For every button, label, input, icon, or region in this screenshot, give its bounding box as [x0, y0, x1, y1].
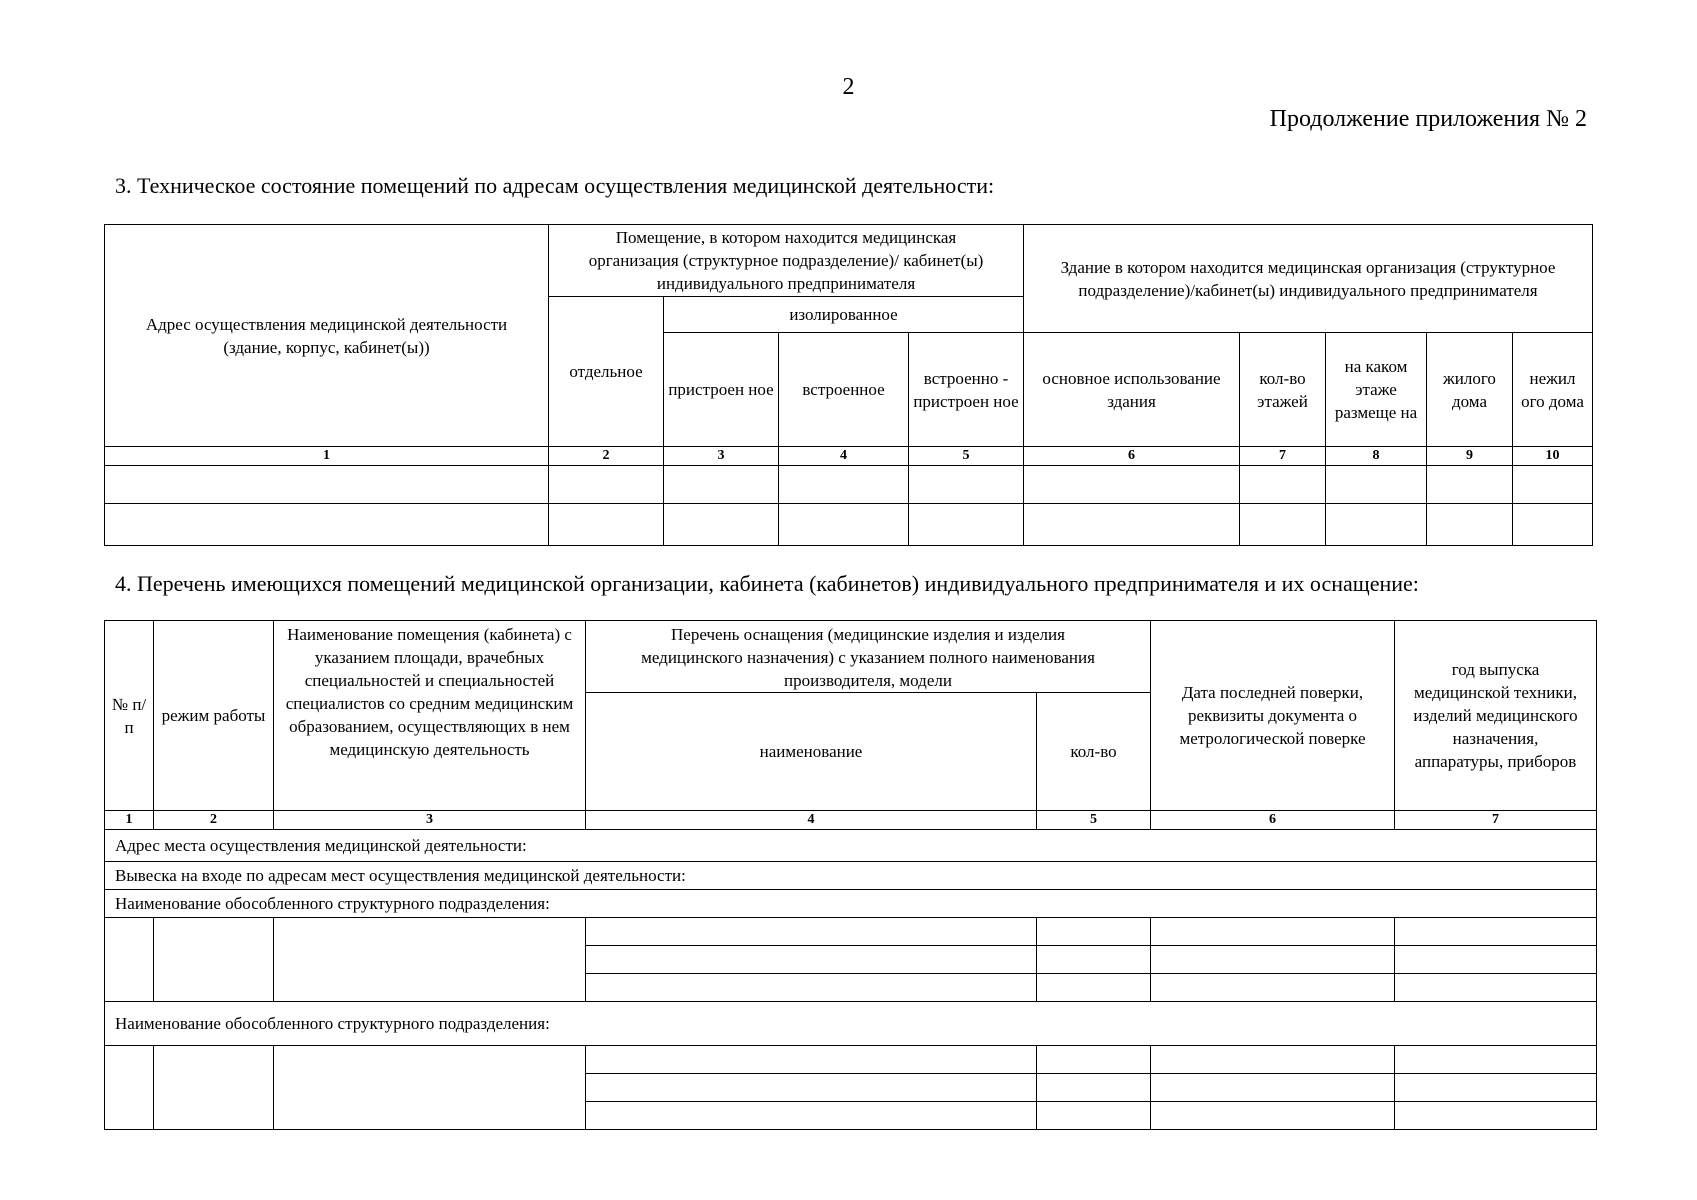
column-number: 5	[1037, 811, 1151, 830]
empty-cell[interactable]	[1151, 918, 1395, 946]
column-number: 8	[1326, 447, 1427, 466]
header-main-use: основное использование здания	[1024, 333, 1240, 447]
sign-row: Вывеска на входе по адресам мест осуществления медицинской деятельности:	[105, 862, 1597, 890]
empty-cell[interactable]	[1024, 466, 1240, 504]
equipment-table	[104, 620, 1597, 1130]
column-number: 7	[1395, 811, 1597, 830]
empty-cell[interactable]	[154, 918, 274, 1002]
header-floors: кол-во этажей	[1240, 333, 1326, 447]
empty-cell[interactable]	[1037, 918, 1151, 946]
technical-condition-table	[104, 224, 1593, 546]
empty-cell[interactable]	[909, 466, 1024, 504]
header-attached: пристроен ное	[664, 333, 779, 447]
column-number: 7	[1240, 447, 1326, 466]
empty-cell[interactable]	[1395, 946, 1597, 974]
header-isolated: изолированное	[664, 297, 1024, 333]
section-4-title: 4. Перечень имеющихся помещений медицинской организации, кабинета (кабинетов) индивидуального предпринимателя и их оснащение:	[115, 571, 1419, 596]
empty-cell[interactable]	[1395, 974, 1597, 1002]
empty-cell[interactable]	[586, 1102, 1037, 1130]
empty-cell[interactable]	[1151, 1046, 1395, 1074]
empty-cell[interactable]	[586, 1046, 1037, 1074]
header-num: № п/п	[105, 621, 154, 811]
empty-cell[interactable]	[1395, 918, 1597, 946]
empty-cell[interactable]	[1326, 504, 1427, 546]
column-number: 2	[549, 447, 664, 466]
empty-cell[interactable]	[586, 946, 1037, 974]
empty-cell[interactable]	[586, 918, 1037, 946]
empty-cell[interactable]	[1513, 504, 1593, 546]
header-equipment-name: наименование	[586, 693, 1037, 811]
header-premises-group: Помещение, в котором находится медицинская организация (структурное подразделение)/ кабинет(ы) индивидуального предпринимателя	[549, 225, 1024, 297]
header-floor-located: на каком этаже размеще на	[1326, 333, 1427, 447]
subdivision-row: Наименование обособленного структурного подразделения:	[105, 890, 1597, 918]
empty-cell[interactable]	[1024, 504, 1240, 546]
empty-cell[interactable]	[1037, 1074, 1151, 1102]
header-separate: отдельное	[549, 297, 664, 447]
header-built-in-attached: встроенно - пристроен ное	[909, 333, 1024, 447]
empty-cell[interactable]	[586, 974, 1037, 1002]
header-room-name: Наименование помещения (кабинета) с указанием площади, врачебных специальностей и специальностей специалистов со средним медицинским образованием, осуществляющих в нем медицинскую деятельность	[274, 621, 586, 811]
empty-cell[interactable]	[1151, 974, 1395, 1002]
empty-cell[interactable]	[1395, 1102, 1597, 1130]
empty-cell[interactable]	[779, 466, 909, 504]
empty-cell[interactable]	[1395, 1074, 1597, 1102]
header-equipment-group: Перечень оснащения (медицинские изделия и изделия медицинского назначения) с указанием полного наименования производителя, модели	[586, 621, 1151, 693]
header-mode: режим работы	[154, 621, 274, 811]
empty-cell[interactable]	[1427, 504, 1513, 546]
section-3-title: 3. Техническое состояние помещений по адресам осуществления медицинской деятельности:	[115, 173, 995, 198]
column-number: 3	[274, 811, 586, 830]
page-number: 2	[842, 74, 855, 100]
column-number: 10	[1513, 447, 1593, 466]
column-number: 1	[105, 447, 549, 466]
empty-cell[interactable]	[1513, 466, 1593, 504]
empty-cell[interactable]	[105, 504, 549, 546]
header-building-group: Здание в котором находится медицинская организация (структурное подразделение)/кабинет(ы) индивидуального предпринимателя	[1024, 225, 1593, 333]
empty-cell[interactable]	[586, 1074, 1037, 1102]
empty-cell[interactable]	[1151, 946, 1395, 974]
empty-cell[interactable]	[1037, 946, 1151, 974]
column-number: 6	[1151, 811, 1395, 830]
appendix-label: Продолжение приложения № 2	[1269, 106, 1587, 132]
empty-cell[interactable]	[1326, 466, 1427, 504]
address-row: Адрес места осуществления медицинской деятельности:	[105, 830, 1597, 862]
table-row	[105, 504, 1593, 546]
header-verification: Дата последней поверки, реквизиты документа о метрологической поверке	[1151, 621, 1395, 811]
empty-cell[interactable]	[1151, 1102, 1395, 1130]
column-number: 5	[909, 447, 1024, 466]
table-row	[105, 466, 1593, 504]
column-number: 9	[1427, 447, 1513, 466]
empty-cell[interactable]	[105, 466, 549, 504]
column-number: 1	[105, 811, 154, 830]
column-number: 6	[1024, 447, 1240, 466]
empty-cell[interactable]	[1240, 466, 1326, 504]
table-row	[105, 918, 1597, 946]
column-number: 3	[664, 447, 779, 466]
empty-cell[interactable]	[1151, 1074, 1395, 1102]
empty-cell[interactable]	[105, 918, 154, 1002]
empty-cell[interactable]	[664, 504, 779, 546]
column-number: 2	[154, 811, 274, 830]
header-built-in: встроенное	[779, 333, 909, 447]
header-residential: жилого дома	[1427, 333, 1513, 447]
empty-cell[interactable]	[664, 466, 779, 504]
empty-cell[interactable]	[1427, 466, 1513, 504]
column-number: 4	[586, 811, 1037, 830]
header-equipment-qty: кол-во	[1037, 693, 1151, 811]
empty-cell[interactable]	[1037, 1102, 1151, 1130]
empty-cell[interactable]	[549, 504, 664, 546]
header-non-residential: нежил ого дома	[1513, 333, 1593, 447]
empty-cell[interactable]	[1395, 1046, 1597, 1074]
empty-cell[interactable]	[909, 504, 1024, 546]
subdivision-row: Наименование обособленного структурного подразделения:	[105, 1002, 1597, 1046]
empty-cell[interactable]	[105, 1046, 154, 1130]
empty-cell[interactable]	[274, 1046, 586, 1130]
header-year: год выпуска медицинской техники, изделий медицинского назначения, аппаратуры, приборов	[1395, 621, 1597, 811]
empty-cell[interactable]	[274, 918, 586, 1002]
empty-cell[interactable]	[1037, 974, 1151, 1002]
column-number: 4	[779, 447, 909, 466]
empty-cell[interactable]	[1037, 1046, 1151, 1074]
empty-cell[interactable]	[779, 504, 909, 546]
header-address: Адрес осуществления медицинской деятельности (здание, корпус, кабинет(ы))	[105, 225, 549, 447]
empty-cell[interactable]	[549, 466, 664, 504]
empty-cell[interactable]	[1240, 504, 1326, 546]
table-row	[105, 1046, 1597, 1074]
empty-cell[interactable]	[154, 1046, 274, 1130]
